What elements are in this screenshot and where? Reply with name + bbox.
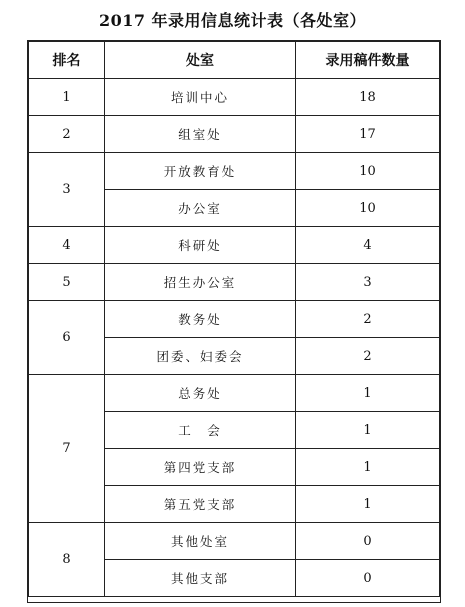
dept-cell: 教务处 [105, 301, 296, 338]
dept-cell: 团委、妇委会 [105, 338, 296, 375]
rank-cell: 6 [29, 301, 105, 375]
dept-cell: 组室处 [105, 116, 296, 153]
table-row [29, 116, 440, 153]
count-cell: 1 [296, 449, 440, 486]
rank-cell: 8 [29, 523, 105, 597]
dept-cell: 其他处室 [105, 523, 296, 560]
table-row [29, 227, 440, 264]
table-row [29, 375, 440, 412]
count-cell: 10 [296, 190, 440, 227]
rank-cell: 2 [29, 116, 105, 153]
table-row [29, 264, 440, 301]
rank-cell: 7 [29, 375, 105, 523]
statistics-table [28, 41, 440, 597]
header-row [29, 42, 440, 79]
count-cell: 1 [296, 375, 440, 412]
count-cell: 4 [296, 227, 440, 264]
table-title: 2017 年录用信息统计表（各处室） [98, 11, 367, 30]
count-cell: 0 [296, 523, 440, 560]
dept-cell: 招生办公室 [105, 264, 296, 301]
table-row [29, 79, 440, 116]
count-cell: 2 [296, 338, 440, 375]
rank-cell: 3 [29, 153, 105, 227]
dept-cell: 工 会 [105, 412, 296, 449]
count-cell: 18 [296, 79, 440, 116]
count-cell: 1 [296, 486, 440, 523]
dept-cell: 第五党支部 [105, 486, 296, 523]
dept-cell: 总务处 [105, 375, 296, 412]
count-cell: 1 [296, 412, 440, 449]
dept-cell: 办公室 [105, 190, 296, 227]
header-count: 录用稿件数量 [296, 42, 440, 79]
dept-cell: 培训中心 [105, 79, 296, 116]
count-cell: 0 [296, 560, 440, 597]
table-row [29, 523, 440, 560]
dept-cell: 开放教育处 [105, 153, 296, 190]
rank-cell: 4 [29, 227, 105, 264]
header-dept: 处室 [105, 42, 296, 79]
count-cell: 3 [296, 264, 440, 301]
count-cell: 2 [296, 301, 440, 338]
table-body [29, 79, 440, 597]
table-row [29, 153, 440, 190]
dept-cell: 其他支部 [105, 560, 296, 597]
count-cell: 17 [296, 116, 440, 153]
rank-cell: 5 [29, 264, 105, 301]
table-row [29, 301, 440, 338]
dept-cell: 第四党支部 [105, 449, 296, 486]
header-rank: 排名 [29, 42, 105, 79]
count-cell: 10 [296, 153, 440, 190]
dept-cell: 科研处 [105, 227, 296, 264]
rank-cell: 1 [29, 79, 105, 116]
